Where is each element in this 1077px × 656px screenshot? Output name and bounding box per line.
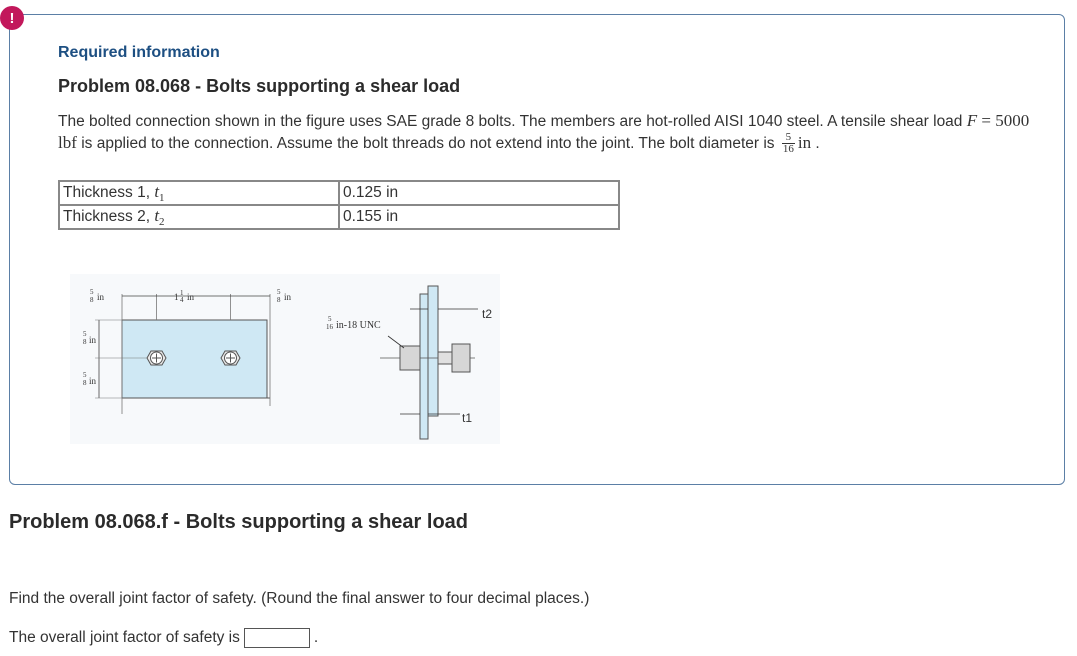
bolt-spec-label: in-18 UNC	[336, 320, 381, 331]
bolted-connection-figure	[70, 274, 500, 444]
dim-vertical-1: in	[89, 335, 97, 345]
thickness-1-value: 0.125 in	[339, 181, 619, 205]
svg-text:5: 5	[328, 315, 332, 323]
side-nut	[452, 344, 470, 372]
required-info-heading: Required information	[58, 44, 220, 61]
problem-statement: The bolted connection shown in the figure uses SAE grade 8 bolts. The members are hot-rolled AISI 1040 steel. A tensile shear load F = 5000 lbf is applied to the connection. Assume the bolt threads do not extend into the joint. The bolt diameter is $\frac{5}{16}$ in .	[58, 111, 1030, 156]
svg-text:5: 5	[277, 288, 281, 296]
side-bolt-head	[400, 346, 420, 370]
table-row	[59, 181, 619, 205]
bolt-head-left	[147, 351, 166, 365]
svg-text:8: 8	[90, 296, 94, 304]
dim-right-unit: in	[284, 292, 292, 302]
svg-text:5: 5	[83, 330, 87, 338]
table-row	[59, 205, 619, 229]
alert-icon: !	[0, 6, 24, 30]
side-bolt-shank	[438, 352, 452, 364]
safety-factor-input[interactable]	[244, 628, 310, 648]
thickness-2-value: 0.155 in	[339, 205, 619, 229]
dim-vertical-2: in	[89, 376, 97, 386]
svg-text:8: 8	[83, 379, 87, 387]
question-text: Find the overall joint factor of safety. (Round the final answer to four decimal places.)	[9, 590, 590, 607]
svg-text:1: 1	[180, 289, 184, 297]
subproblem-title: Problem 08.068.f - Bolts supporting a shear load	[9, 511, 468, 533]
thickness-2-label: Thickness 2, $t_2$	[59, 205, 339, 229]
force-symbol: F	[966, 111, 978, 130]
dim-mid-whole: 1	[174, 292, 179, 302]
bolt-head-right	[221, 351, 240, 365]
answer-row	[9, 628, 318, 648]
thickness-table	[58, 180, 620, 230]
side-plate-2	[428, 286, 438, 416]
answer-period: .	[313, 629, 319, 646]
thickness-1-label: Thickness 1, $t_1$	[59, 181, 339, 205]
svg-text:5: 5	[90, 288, 94, 296]
dim-left-unit: in	[97, 292, 105, 302]
svg-text:8: 8	[277, 296, 281, 304]
side-plate-1	[420, 294, 428, 439]
force-value: = 5000 lbf	[58, 111, 1030, 152]
problem-title: Problem 08.068 - Bolts supporting a shear load	[58, 76, 461, 96]
svg-text:8: 8	[83, 338, 87, 346]
bolt-diameter-fraction: $\frac{5}{16}$	[782, 131, 794, 156]
answer-label: The overall joint factor of safety is	[9, 629, 240, 646]
t1-label: t1	[462, 411, 473, 425]
plate-top-view	[122, 320, 267, 398]
dim-mid-unit: in	[187, 292, 195, 302]
svg-text:4: 4	[180, 296, 184, 304]
t2-label: t2	[482, 307, 493, 321]
svg-text:16: 16	[326, 323, 333, 331]
svg-text:5: 5	[83, 371, 87, 379]
